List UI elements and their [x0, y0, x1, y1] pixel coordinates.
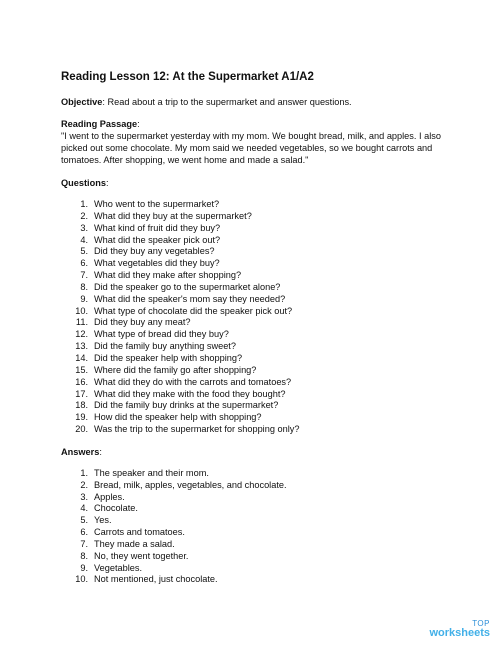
page-title: Reading Lesson 12: At the Supermarket A1/A2	[61, 71, 314, 83]
answer-item-text: They made a salad.	[94, 538, 175, 549]
question-item-text: Did the family buy drinks at the supermarket?	[94, 400, 279, 411]
question-item-number: 1.	[80, 199, 88, 209]
question-item-number: 19.	[75, 412, 88, 423]
question-item-number: 14.	[75, 352, 88, 363]
question-item	[61, 365, 461, 377]
answer-item-text: Vegetables.	[94, 562, 143, 573]
answer-item	[61, 539, 461, 551]
answer-item-number: 7.	[80, 538, 88, 549]
question-item	[61, 317, 461, 329]
question-item-number: 17.	[75, 388, 88, 399]
question-item	[61, 306, 461, 318]
questions-list	[61, 199, 461, 436]
objective-label: Objective	[61, 97, 103, 107]
answer-item-number: 1.	[80, 467, 88, 478]
objective-text: : Read about a trip to the supermarket and answer questions.	[102, 97, 352, 107]
passage-heading	[61, 118, 461, 130]
answers-heading	[61, 446, 461, 458]
question-item	[61, 282, 461, 294]
question-item-text: What did the speaker's mom say they needed?	[94, 293, 286, 304]
question-item	[61, 258, 461, 270]
answer-item	[61, 515, 461, 527]
answer-item-text: Yes.	[94, 515, 112, 526]
questions-colon: :	[105, 178, 109, 188]
question-item-text: What did they buy at the supermarket?	[94, 210, 252, 221]
answer-item-text: The speaker and their mom.	[94, 467, 209, 478]
question-item-text: Did the speaker go to the supermarket alone?	[94, 281, 281, 292]
answer-item-number: 10.	[75, 574, 88, 585]
question-item-text: Did they buy any vegetables?	[94, 246, 215, 257]
answer-item-number: 3.	[80, 491, 88, 502]
reading-passage: "I went to the supermarket yesterday with my mom. We bought bread, milk, and apples. I also picked out some chocolate. My mom said we needed vegetables, so we bought carrots and tomatoes. After shopping, we went home and made a salad."	[61, 131, 441, 165]
question-item-number: 3.	[80, 222, 88, 233]
answer-item-number: 2.	[80, 479, 88, 490]
question-item	[61, 400, 461, 412]
question-item-number: 15.	[75, 364, 88, 375]
question-item-text: What kind of fruit did they buy?	[94, 222, 221, 233]
answer-item	[61, 551, 461, 563]
question-item-text: What did they make with the food they bought?	[94, 388, 286, 399]
answer-item	[61, 480, 461, 492]
question-item-number: 18.	[75, 400, 88, 411]
answers-colon: :	[99, 446, 102, 457]
answer-item	[61, 492, 461, 504]
question-item-number: 10.	[75, 305, 88, 316]
question-item-text: Did they buy any meat?	[94, 317, 191, 328]
question-item-number: 2.	[80, 210, 88, 221]
question-item-text: Did the speaker help with shopping?	[94, 352, 243, 363]
questions-heading	[61, 177, 461, 189]
question-item-number: 13.	[75, 341, 88, 352]
answer-item-number: 6.	[80, 527, 88, 538]
question-item-text: What did they make after shopping?	[94, 270, 242, 281]
question-item-number: 5.	[80, 246, 88, 257]
question-item-text: What did they do with the carrots and tomatoes?	[94, 376, 292, 387]
answer-item-text: Not mentioned, just chocolate.	[94, 574, 218, 585]
question-item	[61, 353, 461, 365]
question-item-text: What type of chocolate did the speaker pick out?	[94, 305, 293, 316]
question-item-number: 9.	[80, 293, 88, 304]
question-item	[61, 389, 461, 401]
question-item-text: Was the trip to the supermarket for shopping only?	[94, 424, 300, 435]
question-item	[61, 270, 461, 282]
question-item-number: 11.	[75, 317, 88, 328]
logo-worksheets-text: worksheets	[429, 627, 490, 639]
question-item	[61, 424, 461, 436]
question-item	[61, 377, 461, 389]
question-item-number: 16.	[75, 376, 88, 387]
answer-item	[61, 503, 461, 515]
answer-item-number: 8.	[80, 550, 88, 561]
questions-label: Questions	[61, 178, 106, 188]
passage-colon: :	[137, 119, 140, 129]
question-item-text: Who went to the supermarket?	[94, 199, 220, 209]
question-item-text: What did the speaker pick out?	[94, 234, 221, 245]
question-item-text: Where did the family go after shopping?	[94, 364, 257, 375]
answer-item-text: Apples.	[94, 491, 125, 502]
question-item-text: What vegetables did they buy?	[94, 258, 220, 269]
question-item-number: 8.	[80, 281, 88, 292]
question-item-number: 12.	[75, 329, 88, 340]
logo-top-text: TOP	[472, 619, 490, 628]
answer-item-number: 5.	[80, 515, 88, 526]
question-item-text: What type of bread did they buy?	[94, 329, 229, 340]
question-item	[61, 223, 461, 235]
question-item	[61, 199, 461, 211]
answer-item	[61, 574, 461, 586]
answer-item-text: No, they went together.	[94, 550, 189, 561]
question-item-number: 7.	[80, 270, 88, 281]
answers-label: Answers	[61, 446, 100, 457]
answer-item-text: Chocolate.	[94, 503, 138, 514]
question-item	[61, 329, 461, 341]
question-item	[61, 412, 461, 424]
answer-item	[61, 563, 461, 575]
question-item	[61, 294, 461, 306]
topworksheets-logo	[429, 620, 490, 639]
question-item	[61, 235, 461, 247]
question-item-number: 4.	[80, 234, 88, 245]
answers-list	[61, 468, 461, 586]
question-item	[61, 211, 461, 223]
answer-item-number: 9.	[80, 562, 88, 573]
question-item	[61, 246, 461, 258]
worksheet-page	[61, 70, 461, 596]
answer-item	[61, 527, 461, 539]
answer-item-number: 4.	[80, 503, 88, 514]
question-item-number: 6.	[80, 258, 88, 269]
passage-label: Reading Passage	[61, 119, 138, 129]
answer-item-text: Carrots and tomatoes.	[94, 527, 185, 538]
question-item-text: How did the speaker help with shopping?	[94, 412, 262, 423]
answer-item	[61, 468, 461, 480]
question-item	[61, 341, 461, 353]
question-item-number: 20.	[75, 424, 88, 435]
answer-item-text: Bread, milk, apples, vegetables, and chocolate.	[94, 479, 287, 490]
question-item-text: Did the family buy anything sweet?	[94, 341, 236, 352]
objective-line	[61, 96, 461, 108]
